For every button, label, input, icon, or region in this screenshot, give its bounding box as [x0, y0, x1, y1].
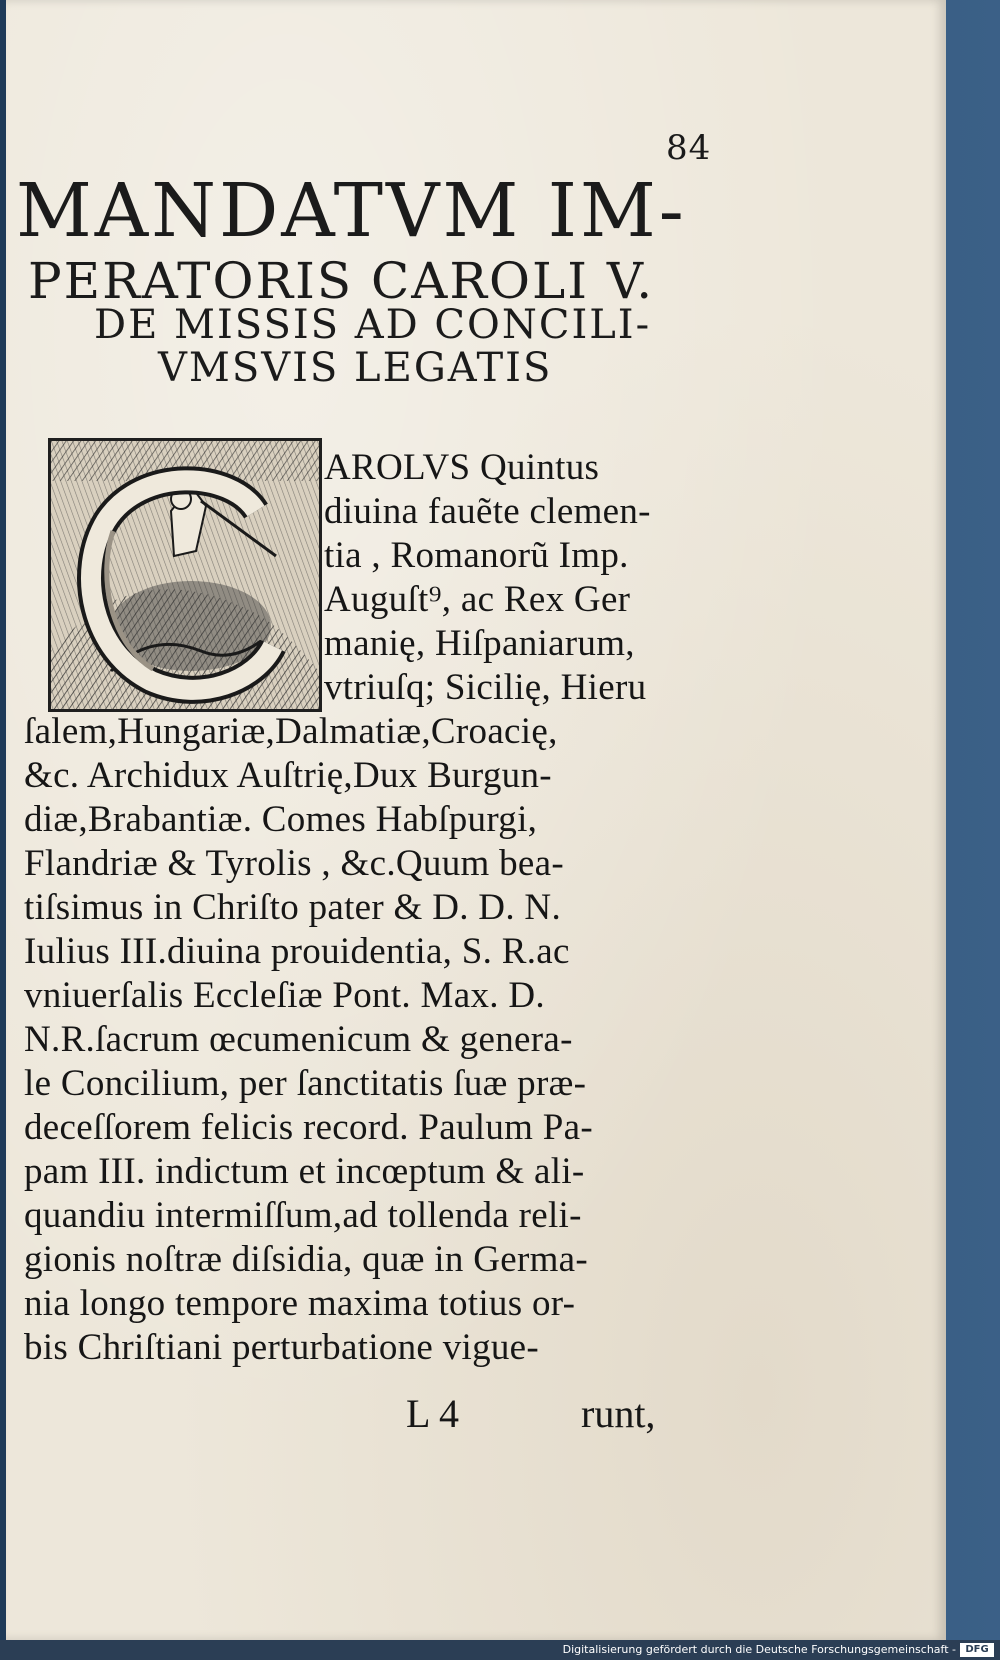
text-line: nia longo tempore maxima totius or-	[24, 1283, 576, 1324]
text-line: quandiu intermiſſum,ad tollenda reli-	[24, 1195, 582, 1236]
title-line-1: MANDATVM IM-	[16, 168, 687, 254]
title-line-2: PERATORIS CAROLI V.	[28, 252, 655, 310]
footer-bar	[0, 1640, 1000, 1660]
text-line: diæ,Brabantiæ. Comes Habſpurgi,	[24, 799, 538, 840]
text-line: Iulius III.diuina prouidentia, S. R.ac	[24, 931, 570, 972]
signature-mark: L 4	[406, 1391, 459, 1436]
text-line: vtriuſq; Sicilię, Hieru	[324, 667, 647, 708]
text-line: vniuerſalis Eccleſiæ Pont. Max. D.	[24, 975, 545, 1016]
text-line: pam III. indictum et incœptum & ali-	[24, 1151, 585, 1192]
dfg-logo[interactable]: DFG	[960, 1643, 994, 1657]
text-line: N.R.ſacrum œcumenicum & genera-	[24, 1019, 573, 1060]
catchword: runt,	[581, 1391, 656, 1436]
text-line: tia , Romanorũ Imp.	[324, 535, 629, 576]
text-line: AROLVS Quintus	[324, 447, 600, 488]
text-line: ſalem,Hungariæ,Dalmatiæ,Croacię,	[24, 711, 558, 752]
text-line: &c. Archidux Auſtrię,Dux Burgun-	[24, 755, 552, 796]
text-line: manię, Hiſpaniarum,	[324, 623, 635, 664]
woodcut-illustration	[51, 441, 319, 709]
funding-notice: Digitalisierung gefördert durch die Deutsche Forschungsgemeinschaft -	[562, 1643, 956, 1656]
title-line-3: DE MISSIS AD CONCILI-	[94, 302, 652, 348]
text-line: bis Chriſtiani perturbatione vigue-	[24, 1327, 540, 1368]
text-line: diuina fauẽte clemen-	[324, 491, 651, 532]
title-line-4: VMSVIS LEGATIS	[158, 345, 553, 391]
text-line: Auguſt⁹, ac Rex Ger	[324, 579, 631, 620]
text-line: gionis noſtræ diſsidia, quæ in Germa-	[24, 1239, 589, 1280]
decorated-initial-woodcut	[48, 438, 322, 712]
text-line: Flandriæ & Tyrolis , &c.Quum bea-	[24, 843, 564, 884]
book-page	[6, 0, 946, 1640]
text-line: le Concilium, per ſanctitatis ſuæ præ-	[24, 1063, 587, 1104]
text-line: deceſſorem felicis record. Paulum Pa-	[24, 1107, 593, 1148]
folio-number: 84	[666, 128, 712, 168]
text-line: tiſsimus in Chriſto pater & D. D. N.	[24, 887, 562, 928]
